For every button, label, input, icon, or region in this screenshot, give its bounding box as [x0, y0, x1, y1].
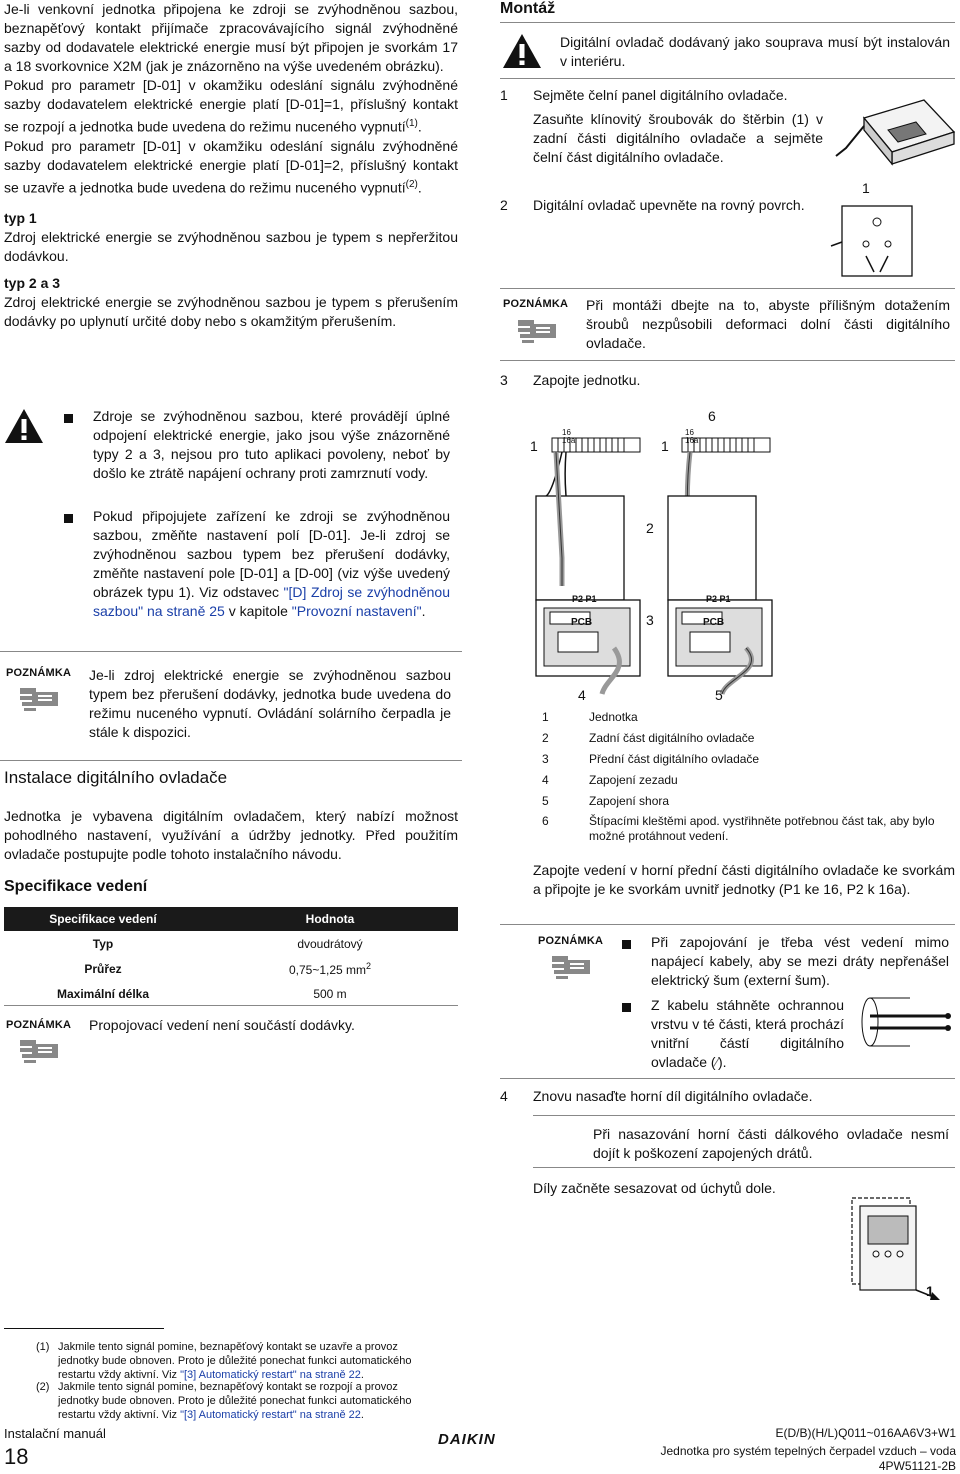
- bullet-icon: [64, 414, 73, 423]
- step4-text: Znovu nasaďte horní díl digitálního ovladače.: [533, 1088, 813, 1104]
- note-hand-icon: [18, 1038, 60, 1064]
- divider: [500, 22, 955, 23]
- note2-text: Propojovací vedení není součástí dodávky.: [89, 1017, 355, 1033]
- table-row: [4, 931, 458, 956]
- intro-paragraph-2: Pokud pro parametr [D-01] v okamžiku odeslání signálu zvýhodněné sazby dodavatelem elektrické energie platí [D-01]=1, příslušný kontakt se rozpojí a jednotka bude uvedena do režimu nuceného vypnutí$^{(1)}$.: [4, 77, 458, 135]
- step4-detail: Díly začněte sesazovat od úchytů dole.: [533, 1180, 776, 1196]
- warning-bullet-2: Pokud připojujete zařízení ke zdroji se zvýhodněnou sazbou, změňte nastavení polí [D-01]. Je-li zdroj se zvýhodněnou sazbou typem bez přerušení dodávky, změňte nastavení pole [D-01] a [D-00] (viz výše uvedený obrázek typu 1). Viz odstavec "[D] Zdroj se zvýhodněnou sazbou" na straně 25 v kapitole "Provozní nastavení".: [93, 508, 450, 619]
- figure-label: 6: [708, 408, 716, 424]
- cable-illustration: [860, 992, 956, 1052]
- figure-label: 1: [862, 180, 870, 196]
- table-cell-label: Průřez: [84, 961, 122, 976]
- cut-line-icon: ⁄: [715, 1054, 718, 1070]
- link-auto-restart[interactable]: "[3] Automatický restart" na straně 22: [180, 1369, 361, 1381]
- step2-text: Digitální ovladač upevněte na rovný povrch.: [533, 197, 805, 213]
- footer-product: Jednotka pro systém tepelných čerpadel vzduch – voda: [660, 1444, 956, 1458]
- section-title: Instalace digitálního ovladače: [4, 768, 228, 787]
- table-row: [4, 981, 458, 1006]
- table-cell-value: dvoudrátový: [297, 936, 363, 951]
- footnote-number: (1): [36, 1341, 50, 1353]
- note-label: POZNÁMKA: [6, 667, 72, 679]
- table-header: Specifikace vedení: [4, 907, 202, 931]
- table-cell-value: 500 m: [313, 986, 347, 1001]
- step-number: 1: [500, 87, 508, 103]
- step1-text: Sejměte čelní panel digitálního ovladače.: [533, 87, 788, 103]
- step1-detail: Zasuňte klínovitý šroubovák do štěrbin (1) v zadní části digitálního ovladače a sejměte čelní část digitálního ovladače.: [533, 111, 823, 165]
- terminal-label: 16: [685, 428, 694, 437]
- note-hand-icon: [550, 954, 592, 980]
- note-label: POZNÁMKA: [6, 1019, 72, 1031]
- typ23-text: Zdroj elektrické energie se zvýhodněnou sazbou je typem s přerušením dodávky po uplynutí určité doby nebo s okamžitým přerušením.: [4, 294, 458, 330]
- typ23-title: typ 2 a 3: [4, 275, 61, 292]
- pcb-label: PCB: [571, 617, 593, 628]
- section-text: Jednotka je vybavena digitálním ovladačem, který nabízí možnost pohodlného nastavení, využívání a údržby jednotky. Před použitím ovladače postupujte podle tohoto instalačního návodu.: [4, 808, 458, 862]
- note-hand-icon: [18, 686, 60, 712]
- link-zdroj-sazba[interactable]: "[D] Zdroj se zvýhodněnou sazbou" na straně 25: [93, 584, 450, 619]
- link-provozni-nastaveni[interactable]: "Provozní nastavení": [291, 603, 422, 619]
- montaz-title: Montáž: [500, 0, 556, 17]
- divider: [533, 1115, 955, 1116]
- divider: [500, 360, 955, 361]
- intro-paragraph-3: Pokud pro parametr [D-01] v okamžiku odeslání signálu zvýhodněné sazby dodavatelem elektrické energie platí [D-01]=2, příslušný kontakt se uzavře a jednotka bude uvedena do režimu nuceného vypnutí$^{(2)}$.: [4, 137, 458, 196]
- typ1-title: typ 1: [4, 210, 37, 227]
- divider: [500, 78, 955, 79]
- step-number: 2: [500, 197, 508, 213]
- note-label: POZNÁMKA: [538, 935, 604, 947]
- terminal-label: P2 P1: [572, 594, 597, 604]
- terminal-label: 16a: [685, 436, 699, 445]
- footnote-divider: [4, 1328, 164, 1329]
- figure-label: 1: [530, 438, 538, 454]
- table-cell-label: Maximální délka: [56, 986, 150, 1001]
- figure-label: 1: [661, 438, 669, 454]
- spec-table: [4, 907, 458, 1006]
- note4-bullet-1: Při zapojování je třeba vést vedení mimo napájecí kabely, aby se mezi dráty nepřenášel elektrický šum (externí šum).: [651, 934, 949, 988]
- table-cell-value: 0,75~1,25 $mm^2$: [288, 960, 372, 977]
- terminal-label: 16a: [562, 436, 576, 445]
- terminal-label: 16: [562, 428, 571, 437]
- note1-text: Je-li zdroj elektrické energie se zvýhodněnou sazbou typem bez přerušení dodávky, jednotka bude uvedena do režimu nuceného vypnutí. Ovládání solárního čerpadla je stále k dispozici.: [89, 667, 451, 740]
- divider: [4, 1005, 458, 1006]
- figure-label: 4: [578, 687, 586, 703]
- footer-code: 4PW51121-2B: [878, 1459, 956, 1473]
- divider: [500, 288, 955, 289]
- controller-illustration: [826, 96, 956, 280]
- divider: [0, 651, 462, 652]
- left-intro: [4, 0, 458, 331]
- wiring-text: Zapojte vedení v horní přední části digitálního ovladače ke svorkám a připojte je ke svorkám uvnitř jednotky (P1 ke 16, P2 k 16a).: [533, 862, 955, 897]
- footnote-number: (2): [36, 1381, 50, 1393]
- page-number: 18: [4, 1444, 29, 1469]
- note-hand-icon: [516, 318, 558, 344]
- bullet-icon: [622, 940, 631, 949]
- note-label: POZNÁMKA: [503, 298, 569, 310]
- spec-title: Specifikace vedení: [4, 878, 148, 895]
- daikin-logo: DAIKIN: [438, 1431, 496, 1448]
- figure-label: 1: [926, 1283, 934, 1299]
- table-header-row: [4, 907, 458, 931]
- note4-bullet-2: Z kabelu stáhněte ochrannou vrstvu v té části, která prochází vnitřní částí digitálního ovladače (⁄).: [651, 997, 844, 1070]
- link-auto-restart[interactable]: "[3] Automatický restart" na straně 22: [180, 1409, 361, 1421]
- footnote-2: Jakmile tento signál pomine, beznapěťový kontakt se rozpojí a provoz jednotky bude obnoven. Proto je důležité ponechat funkci automatického restartu vždy aktivní. Viz "[3] Automatický restart" na straně 22.: [58, 1381, 412, 1421]
- warning-bullet-1: Zdroje se zvýhodněnou sazbou, které provádějí úplné odpojení elektrické energie, jako jsou výše znázorněné typy 2 a 3, nejsou pro tuto aplikaci povoleny, neboť by došlo ke ztrátě napájení ochrany proti zamrznutí vody.: [93, 408, 450, 481]
- table-header: Hodnota: [202, 907, 458, 931]
- typ1-text: Zdroj elektrické energie se zvýhodněnou sazbou je typem s nepřeržitou dodávkou.: [4, 229, 458, 265]
- footer-model: E(D/B)(H/L)Q011~016AA6V3+W1: [775, 1426, 956, 1440]
- intro-paragraph-1: Je-li venkovní jednotka připojena ke zdroji se zvýhodněnou sazbou, beznapěťový kontakt přijímače zpracovávajícího signál zvýhodněné sazby od dodavatele elektrické energie musí být připojen je svorkám 17 a 18 svorkovnice X2M (jak je znázorněno na výše uvedeném obrázku).: [4, 1, 458, 74]
- step4-warning: Při nasazování horní části dálkového ovladače nesmí dojít k poškození zapojených drátů.: [593, 1126, 949, 1161]
- table-row: [4, 956, 458, 981]
- wiring-figure: [526, 408, 956, 708]
- warning-icon: [502, 33, 542, 69]
- warning-icon: [4, 408, 44, 444]
- bullet-icon: [622, 1003, 631, 1012]
- footnote-1: Jakmile tento signál pomine, beznapěťový kontakt se uzavře a provoz jednotky bude obnoven. Proto je důležité ponechat funkci automatického restartu vždy aktivní. Viz "[3] Automatický restart" na straně 22.: [58, 1341, 412, 1381]
- montaz-warning: Digitální ovladač dodávaný jako souprava musí být instalován v interiéru.: [560, 34, 950, 69]
- note3-text: Při montáži dbejte na to, abyste přílišným dotažením šroubů nezpůsobili deformaci dolní části digitálního ovladače.: [586, 297, 950, 351]
- figure-label: 3: [646, 612, 654, 628]
- divider: [500, 1078, 955, 1079]
- figure-label: 5: [715, 687, 723, 703]
- divider: [0, 760, 462, 761]
- step-number: 3: [500, 372, 508, 388]
- figure-label: 2: [646, 520, 654, 536]
- divider: [533, 1167, 955, 1168]
- divider: [500, 924, 955, 925]
- footer-manual: Instalační manuál: [4, 1426, 106, 1441]
- table-cell-label: Typ: [92, 936, 114, 951]
- pcb-label: PCB: [703, 617, 725, 628]
- step3-text: Zapojte jednotku.: [533, 372, 641, 388]
- step-number: 4: [500, 1088, 508, 1104]
- bullet-icon: [64, 514, 73, 523]
- terminal-label: P2 P1: [706, 594, 731, 604]
